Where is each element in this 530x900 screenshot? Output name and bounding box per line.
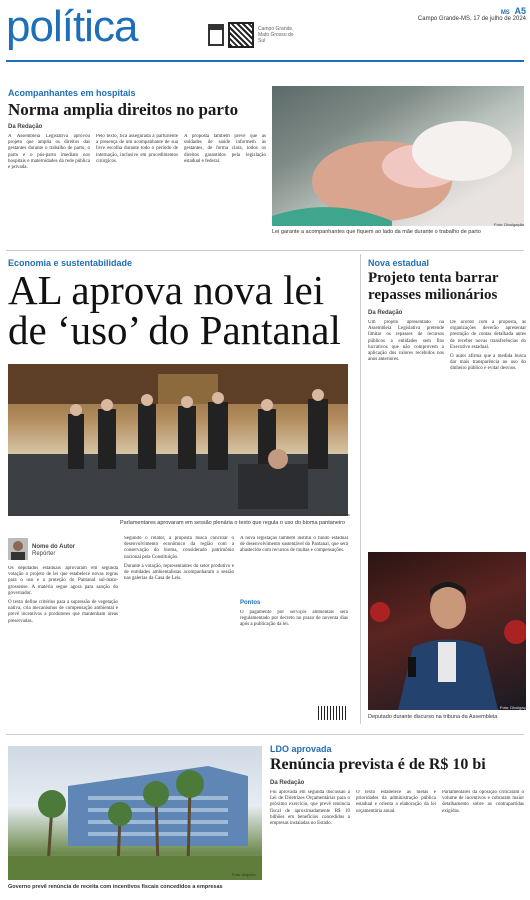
author-role: Repórter: [32, 551, 56, 557]
story2-kicker: Economia e sustentabilidade: [8, 258, 133, 268]
story1-col2: Pelo texto, fica assegurada à parturiente a presença de um acompanhante de sua livre escolha durante todo o período de internação, inclusive em procedimentos cirúrgicos.: [96, 134, 178, 164]
story2-subhead: Pontos: [240, 600, 261, 606]
story2-col1: [8, 566, 118, 726]
story3-kicker: Nova estadual: [368, 258, 430, 268]
story3-paragraph: O autor afirma que a medida busca dar mais transparência ao uso do dinheiro público e evitar desvios.: [450, 354, 526, 372]
section-divider: [6, 734, 524, 735]
baby-hands-illustration: [272, 86, 524, 226]
story2-paragraph: Segundo o relator, a proposta busca conciliar o desenvolvimento econômico da região com a conservação do bioma, considerado patrimônio nacional pela Constituição.: [124, 536, 234, 560]
story4-headline: Renúncia prevista é de R$ 10 bi: [270, 756, 486, 773]
barcode-icon: [318, 706, 346, 720]
government-building-photo: [8, 746, 262, 880]
story4-caption: Governo prevê renúncia de receita com incentivos fiscais concedidos a empresas: [8, 884, 223, 890]
author-avatar: [8, 538, 28, 560]
story4-credit: Foto: Arquivo: [232, 872, 256, 877]
story2-col3: A nova legislação também institui o fundo estadual de desenvolvimento sustentável do Pantanal, que será abastecido com recursos de multas e compensações.: [240, 536, 348, 554]
deputy-speech-photo: [368, 552, 526, 710]
story2-paragraph: Os deputados estaduais aprovaram em segunda votação o projeto de lei que estabelece novas regras para o uso e a proteção do Pantanal sul-mato-grossense. A matéria segue agora para sanção do governador.: [8, 566, 118, 596]
building-illustration: [8, 746, 262, 880]
story3-paragraph: De acordo com a proposta, as organizações deverão apresentar prestação de contas detalhada antes de receber novas transferências do Executivo estadual.: [450, 320, 526, 350]
story4-byline: Da Redação: [270, 780, 305, 786]
masthead-dateline: [410, 6, 526, 22]
deputy-illustration: [368, 552, 526, 710]
story2-paragraph: O texto define critérios para a supressão de vegetação nativa, cria mecanismos de compensação ambiental e prevê incentivos a produtores que mantenham áreas preservadas.: [8, 600, 118, 624]
baby-hands-photo: [272, 86, 524, 226]
story2-headline-line1: AL aprova nova lei: [8, 267, 325, 313]
story3-byline: Da Redação: [368, 310, 403, 316]
story2-caption: Parlamentares aprovaram em sessão plenária o texto que regula o uso do bioma pantaneiro: [120, 520, 346, 526]
story1-credit: Foto: Divulgação: [494, 222, 525, 227]
story3-caption: Deputado durante discurso na tribuna da Assembleia: [368, 714, 498, 720]
story2-credit: Foto: Assessoria: [320, 512, 350, 517]
story3-headline: Projeto tenta barrar repasses milionários: [368, 270, 499, 303]
story3-credit: Foto: Divulgação: [500, 705, 530, 710]
story2-paragraph: Durante a votação, representantes do setor produtivo e de entidades ambientalistas acompanharam a sessão nas galerias da Casa de Leis.: [124, 563, 234, 582]
story1-kicker: Acompanhantes em hospitais: [8, 88, 136, 98]
story1-headline: Norma amplia direitos no parto: [8, 100, 239, 119]
story4-kicker: LDO aprovada: [270, 744, 332, 754]
story2-col2: [124, 536, 234, 726]
plenary-session-photo: [8, 364, 348, 516]
story4-col2: O texto estabelece as metas e prioridades da administração pública estadual e orienta a elaboração da lei orçamentária anual.: [356, 790, 436, 814]
story4-col3: Parlamentares da oposição criticaram o volume de incentivos e cobraram maior detalhamento sobre as contrapartidas exigidas.: [442, 790, 524, 814]
story4-col1: Foi aprovada em segunda discussão a Lei de Diretrizes Orçamentárias para o próximo exercício, que prevê renúncia fiscal de aproximadamente R$ 10 bilhões em benefícios concedidos a empresas instaladas no Estado.: [270, 790, 350, 827]
story2-headline-line2: de ‘uso’ do Pantanal: [8, 307, 341, 353]
qr-code-icon: [228, 22, 254, 48]
section-divider: [6, 250, 524, 251]
edition-label: Campo Grande, Mato Grosso do Sul: [258, 26, 294, 44]
story1-col1: A Assembleia Legislativa aprovou projeto que amplia os direitos das gestantes durante o trabalho de parto, o parto e o pós-parto imediato nos hospitais e maternidades da rede pública e privada.: [8, 134, 90, 171]
story3-col1: Um projeto apresentado na Assembleia Legislativa pretende limitar os repasses de recursos públicos a entidades sem fins lucrativos que não comprovem a aplicação dos valores recebidos nos anos anteriores.: [368, 320, 444, 363]
story2-headline: [8, 267, 358, 353]
story2-col3b: O pagamento por serviços ambientais será regulamentado por decreto no prazo de noventa dias após a publicação da lei.: [240, 610, 348, 628]
newspaper-logo-icon: [208, 24, 224, 46]
page-number: A5: [514, 6, 526, 16]
story1-byline: Da Redação: [8, 124, 43, 130]
plenary-illustration: [8, 364, 348, 516]
story1-col3: A proposta também prevê que as unidades de saúde informem às gestantes, de forma clara, todos os direitos garantidos pela legislação estadual e federal.: [184, 134, 266, 164]
story3-col2: [450, 320, 526, 540]
section-title: política: [6, 2, 138, 51]
column-divider: [360, 254, 361, 724]
date-label: Campo Grande-MS, 17 de julho de 2024: [417, 16, 526, 22]
author-name: Nome do Autor: [32, 544, 76, 550]
story1-caption: Lei garante a acompanhantes que fiquem ao lado da mãe durante o trabalho de parto: [272, 229, 481, 235]
brand-label: MS: [500, 10, 510, 16]
masthead-rule: [6, 60, 524, 62]
